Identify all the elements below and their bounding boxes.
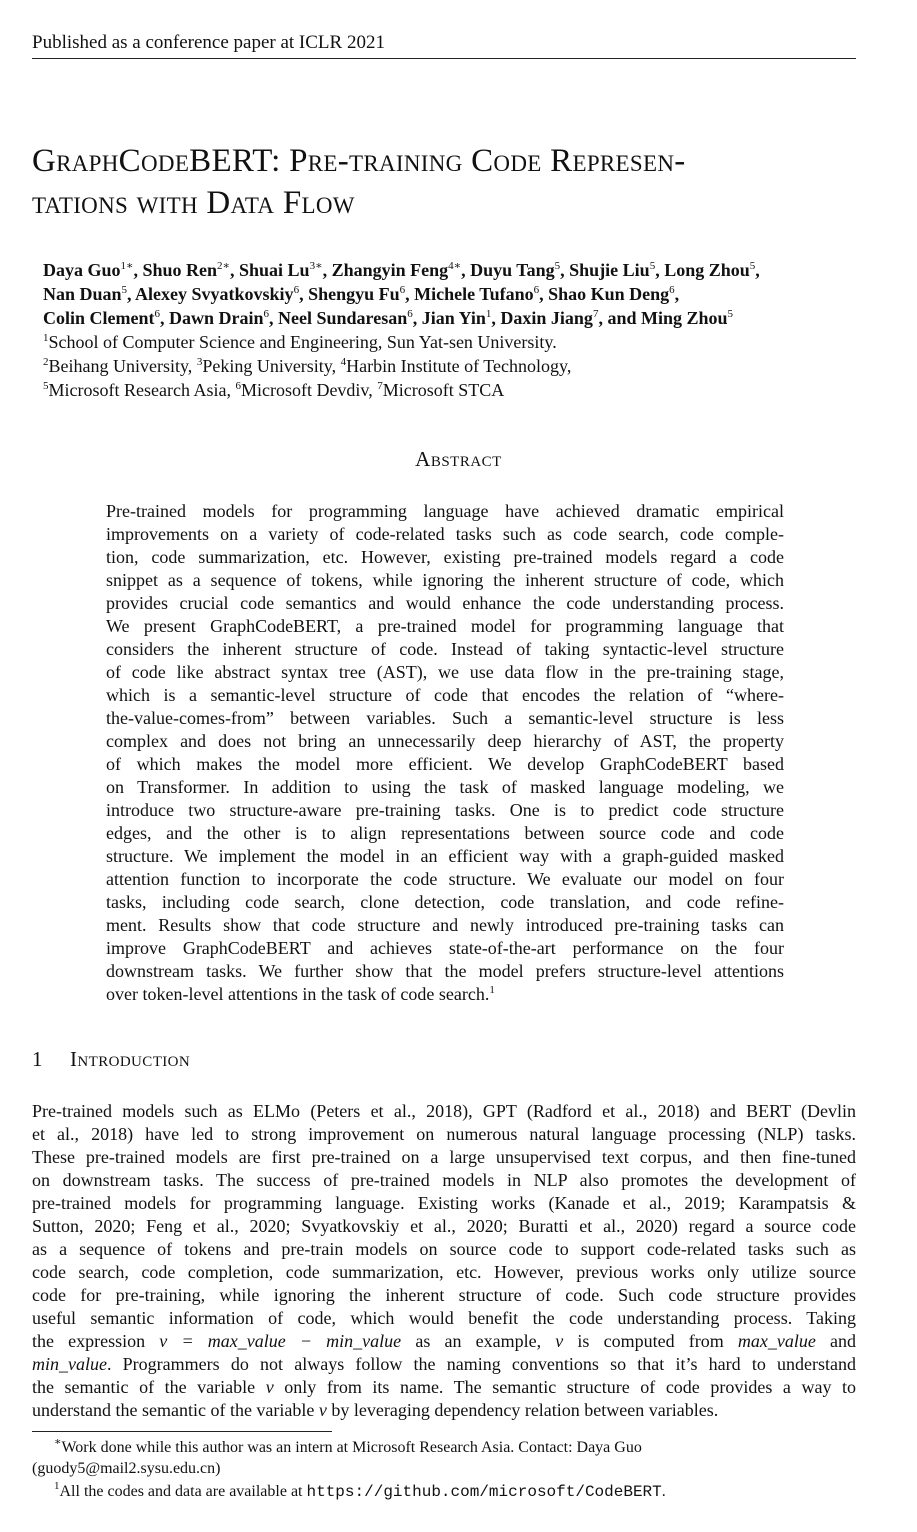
author-name: Alexey Svyatkovskiy [135,284,294,304]
abstract-line: provides crucial code semantics and would enhance the code understanding process. [106,593,784,613]
abstract-line: over token-level attentions in the task of code search.$^1$ [106,984,495,1004]
author-name: Neel Sundaresan [278,308,408,328]
author-name: Shuai Lu [239,260,310,280]
intro-line: Pre-trained models such as ELMo (Peters et al., 2018), GPT (Radford et al., 2018) and BERT (Devlin [32,1101,856,1121]
intro-line: on downstream tasks. The success of pre-trained models in NLP also promotes the development of [32,1170,856,1190]
footnote-mark: 1 [54,1480,60,1492]
author-affiliation-mark: 6 [154,308,160,320]
abstract-line: on Transformer. In addition to using the task of masked language modeling, we [106,777,784,797]
intro-line: These pre-trained models are first pre-trained on a large unsupervised text corpus, and then fine-tuned [32,1147,856,1167]
author-affiliation-mark: 6 [293,284,300,296]
abstract-line: improvements on a variety of code-related tasks such as code search, code comple- [106,524,784,544]
running-header: Published as a conference paper at ICLR 2021 [32,32,856,59]
abstract-line: tasks, including code search, clone detection, code translation, and code refine- [106,892,784,912]
author-affiliation-mark: 5 [649,260,656,272]
title-line-1: GraphCodeBERT: Pre-training Code Represen- [32,143,686,179]
intro-line: et al., 2018) have led to strong improvement on numerous natural language processing (NLP) tasks. [32,1124,856,1144]
section-heading-introduction [32,1047,190,1072]
introduction-body [32,1100,856,1422]
abstract-line: improve GraphCodeBERT and achieves state-of-the-art performance on the four [106,938,784,958]
author-affiliation-mark: 5 [554,260,561,272]
author-affiliation-mark: 1 [485,308,492,320]
author-name: Jian Yin [421,308,486,328]
author-name: Dawn Drain [169,308,264,328]
author-name: Colin Clement [43,308,155,328]
author-line: Colin Clement$^6$, Dawn Drain$^6$, Neel Sundaresan$^6$, Jian Yin$^1$, Daxin Jiang$^7$, and Ming Zhou$^5$ [43,308,733,328]
abstract-line: complex and does not bring an unnecessarily deep hierarchy of AST, the property [106,731,784,751]
intro-line: Sutton, 2020; Feng et al., 2020; Svyatkovskiy et al., 2020; Buratti et al., 2020) regard a source code [32,1216,856,1236]
affiliation-list [43,330,903,402]
abstract-heading: Abstract [415,447,502,471]
author-name: Shao Kun Deng [548,284,670,304]
intro-line: understand the semantic of the variable v by leveraging dependency relation between variables. [32,1400,719,1420]
author-affiliation-mark: 1∗ [120,260,134,272]
paper-title [32,140,892,224]
abstract-line: considers the inherent structure of code. Instead of taking syntactic-level structure [106,639,784,659]
author-name: Michele Tufano [414,284,534,304]
abstract-line: downstream tasks. We further show that the model prefers structure-level attentions [106,961,784,981]
abstract-line: edges, and the other is to align representations between source code and code [106,823,784,843]
author-affiliation-mark: 5 [749,260,756,272]
author-list [43,258,903,330]
abstract-line: snippet as a sequence of tokens, while ignoring the inherent structure of code, which [106,570,784,590]
intro-line: useful semantic information of code, which would benefit the code understanding process. Taking [32,1308,856,1328]
author-name: Shuo Ren [142,260,218,280]
author-affiliation-mark: 7 [592,308,599,320]
author-name: Nan Duan [43,284,122,304]
abstract-line: Pre-trained models for programming language have achieved dramatic empirical [106,501,784,521]
abstract-line: ment. Results show that code structure and newly introduced pre-training tasks can [106,915,784,935]
footnote-rule [32,1431,332,1432]
contact-email: (guody5@mail2.sysu.edu.cn) [32,1460,221,1477]
affiliation-line: $^5$Microsoft Research Asia, $^6$Microsoft Devdiv, $^7$Microsoft STCA [43,380,505,400]
abstract-line: which is a semantic-level structure of code that encodes the relation of “where- [106,685,784,705]
intro-line: the semantic of the variable v only from its name. The semantic structure of code provides a way to [32,1377,857,1397]
author-affiliation-mark: 2∗ [217,260,231,272]
abstract-line: We present GraphCodeBERT, a pre-trained model for programming language that [106,616,784,636]
author-name: Daya Guo [43,260,121,280]
author-name: Shujie Liu [569,260,650,280]
abstract-line: of which makes the model more efficient. We develop GraphCodeBERT based [106,754,784,774]
section-title: Introduction [70,1047,191,1071]
intro-line: min_value. Programmers do not always follow the naming conventions so that it’s hard to understand [32,1354,856,1374]
author-affiliation-mark: 6 [263,308,270,320]
affiliation-line: $^1$School of Computer Science and Engineering, Sun Yat-sen University. [43,332,557,352]
intro-line: code search, code completion, code summarization, etc. However, previous works only utilize source [32,1262,856,1282]
intro-line: the expression v = max_value − min_value as an example, v is computed from max_value and [32,1331,856,1351]
affiliation-line: $^2$Beihang University, $^3$Peking University, $^4$Harbin Institute of Technology, [43,356,572,376]
author-affiliation-mark: 6 [399,284,406,296]
author-affiliation-mark: 3∗ [309,260,323,272]
abstract-line: of code like abstract syntax tree (AST), we use data flow in the pre-training stage, [106,662,784,682]
author-affiliation-mark: 6 [533,284,540,296]
author-line: Nan Duan$^5$, Alexey Svyatkovskiy$^6$, Shengyu Fu$^6$, Michele Tufano$^6$, Shao Kun Deng$^6$, [43,284,680,304]
author-name: Zhangyin Feng [331,260,449,280]
intro-line: as a sequence of tokens and pre-train models on source code to support code-related tasks such as [32,1239,856,1259]
author-affiliation-mark: 5 [121,284,128,296]
footnote-reference: 1 [489,984,495,996]
footnote-code: $^1$All the codes and data are available at https://github.com/microsoft/CodeBERT. [54,1480,666,1501]
author-name: Daxin Jiang [500,308,593,328]
abstract-line: the-value-comes-from” between variables. Such a semantic-level structure is less [106,708,784,728]
author-affiliation-mark: 4∗ [448,260,462,272]
section-number: 1 [32,1047,43,1071]
intro-line: code for pre-training, while ignoring the inherent structure of code. Such code structure provides [32,1285,856,1305]
math-expression: v = max_value − min_value [159,1331,402,1351]
author-affiliation-mark: 6 [669,284,675,296]
footnote-mark: ∗ [54,1436,62,1448]
author-name: and Ming Zhou [607,308,728,328]
abstract-line: structure. We implement the model in an efficient way with a graph-guided masked [106,846,784,866]
author-affiliation-mark: 6 [407,308,413,320]
footnote-contact: ∗Work done while this author was an intern at Microsoft Research Asia. Contact: Daya Guo (guody5@mail2.sysu.edu.cn) [32,1437,856,1479]
code-url-link[interactable]: https://github.com/microsoft/CodeBERT [306,1483,662,1501]
abstract-line: attention function to incorporate the code structure. We evaluate our model on four [106,869,784,889]
author-name: Long Zhou [664,260,750,280]
abstract-line: tion, code summarization, etc. However, existing pre-trained models regard a code [106,547,784,567]
author-affiliation-mark: 5 [727,308,733,320]
abstract-line: introduce two structure-aware pre-training tasks. One is to predict code structure [106,800,784,820]
abstract-body [106,500,784,1006]
author-name: Shengyu Fu [308,284,400,304]
author-line: Daya Guo$^{1∗}$, Shuo Ren$^{2∗}$, Shuai $Lu^{3∗}$, Zhangyin Feng$^{4∗}$, Duyu Tang$^5$, Shujie Liu$^5$, Long Zhou$^5$, [43,260,760,280]
author-name: Duyu Tang [470,260,555,280]
intro-line: pre-trained models for programming language. Existing works (Kanade et al., 2019; Karampatsis & [32,1193,856,1213]
title-line-2: tations with Data Flow [32,185,355,221]
